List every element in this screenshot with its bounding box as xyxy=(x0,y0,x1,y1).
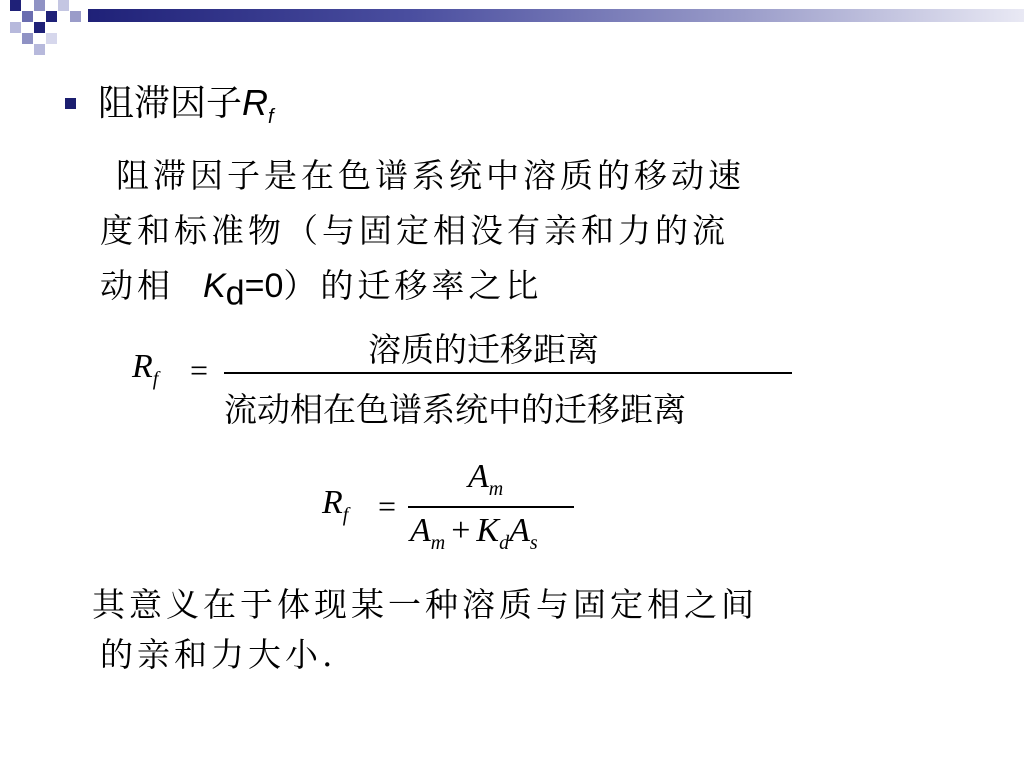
deco-square xyxy=(58,0,69,11)
formula2-lhs xyxy=(322,484,348,527)
deco-square xyxy=(70,11,81,22)
deco-square xyxy=(34,44,45,55)
formula2-denominator xyxy=(410,512,538,555)
formula1-lhs xyxy=(132,348,158,391)
formula2-den-k: K xyxy=(476,512,500,549)
kd-symbol: K xyxy=(202,267,226,305)
meaning-paragraph xyxy=(92,580,932,680)
header-gradient-band xyxy=(88,9,1024,22)
formula2-equals: = xyxy=(378,488,397,524)
formula2-den-a1: A xyxy=(410,512,431,549)
formula1-denominator: 流动相在色谱系统中的迁移距离 xyxy=(224,393,686,429)
formula2-num-symbol: A xyxy=(468,458,489,495)
deco-square xyxy=(34,0,45,11)
formula2-den-a1-sub: m xyxy=(430,531,446,554)
deco-square xyxy=(22,11,33,22)
meaning-line-1: 其意义在于体现某一种溶质与固定相之间 xyxy=(92,585,758,624)
formula2-numerator xyxy=(468,458,503,501)
formula2-den-k-sub: d xyxy=(499,531,510,554)
deco-square xyxy=(22,33,33,44)
kd-equals-zero: =0 xyxy=(244,267,284,305)
formula2-fraction-bar xyxy=(408,506,574,508)
formula1-numerator: 溶质的迁移距离 xyxy=(368,333,599,369)
formula1-lhs-subscript: f xyxy=(152,367,159,390)
deco-square xyxy=(34,22,45,33)
definition-line-3 xyxy=(100,258,900,322)
formula2-den-a2-sub: s xyxy=(529,531,538,554)
slide-heading xyxy=(98,82,274,138)
deco-square xyxy=(10,22,21,33)
heading-subscript: f xyxy=(268,106,274,129)
bullet-square-icon xyxy=(65,98,76,109)
definition-paragraph xyxy=(100,148,900,322)
definition-line-3-suffix: ）的迁移率之比 xyxy=(283,266,543,305)
kd-subscript: d xyxy=(225,274,245,313)
formula2-den-a2: A xyxy=(509,512,530,549)
formula2-num-subscript: m xyxy=(488,477,504,500)
heading-symbol: R xyxy=(242,82,269,123)
definition-line-1: 阻滞因子是在色谱系统中溶质的移动速 xyxy=(116,156,745,195)
formula1-fraction-bar xyxy=(224,372,792,374)
formula2-plus: + xyxy=(451,512,471,549)
formula2-lhs-symbol: R xyxy=(322,484,343,521)
deco-square xyxy=(46,33,57,44)
formula2-lhs-subscript: f xyxy=(342,503,349,526)
deco-square xyxy=(10,0,21,11)
heading-text: 阻滞因子 xyxy=(98,83,243,124)
formula1-lhs-symbol: R xyxy=(132,348,153,385)
deco-square xyxy=(46,11,57,22)
definition-line-2: 度和标准物（与固定相没有亲和力的流 xyxy=(100,211,729,250)
formula1-equals: = xyxy=(190,352,209,388)
slide-header-decoration xyxy=(0,0,1024,60)
definition-line-3-prefix: 动相 xyxy=(100,266,174,305)
meaning-line-2: 的亲和力大小. xyxy=(100,635,337,674)
